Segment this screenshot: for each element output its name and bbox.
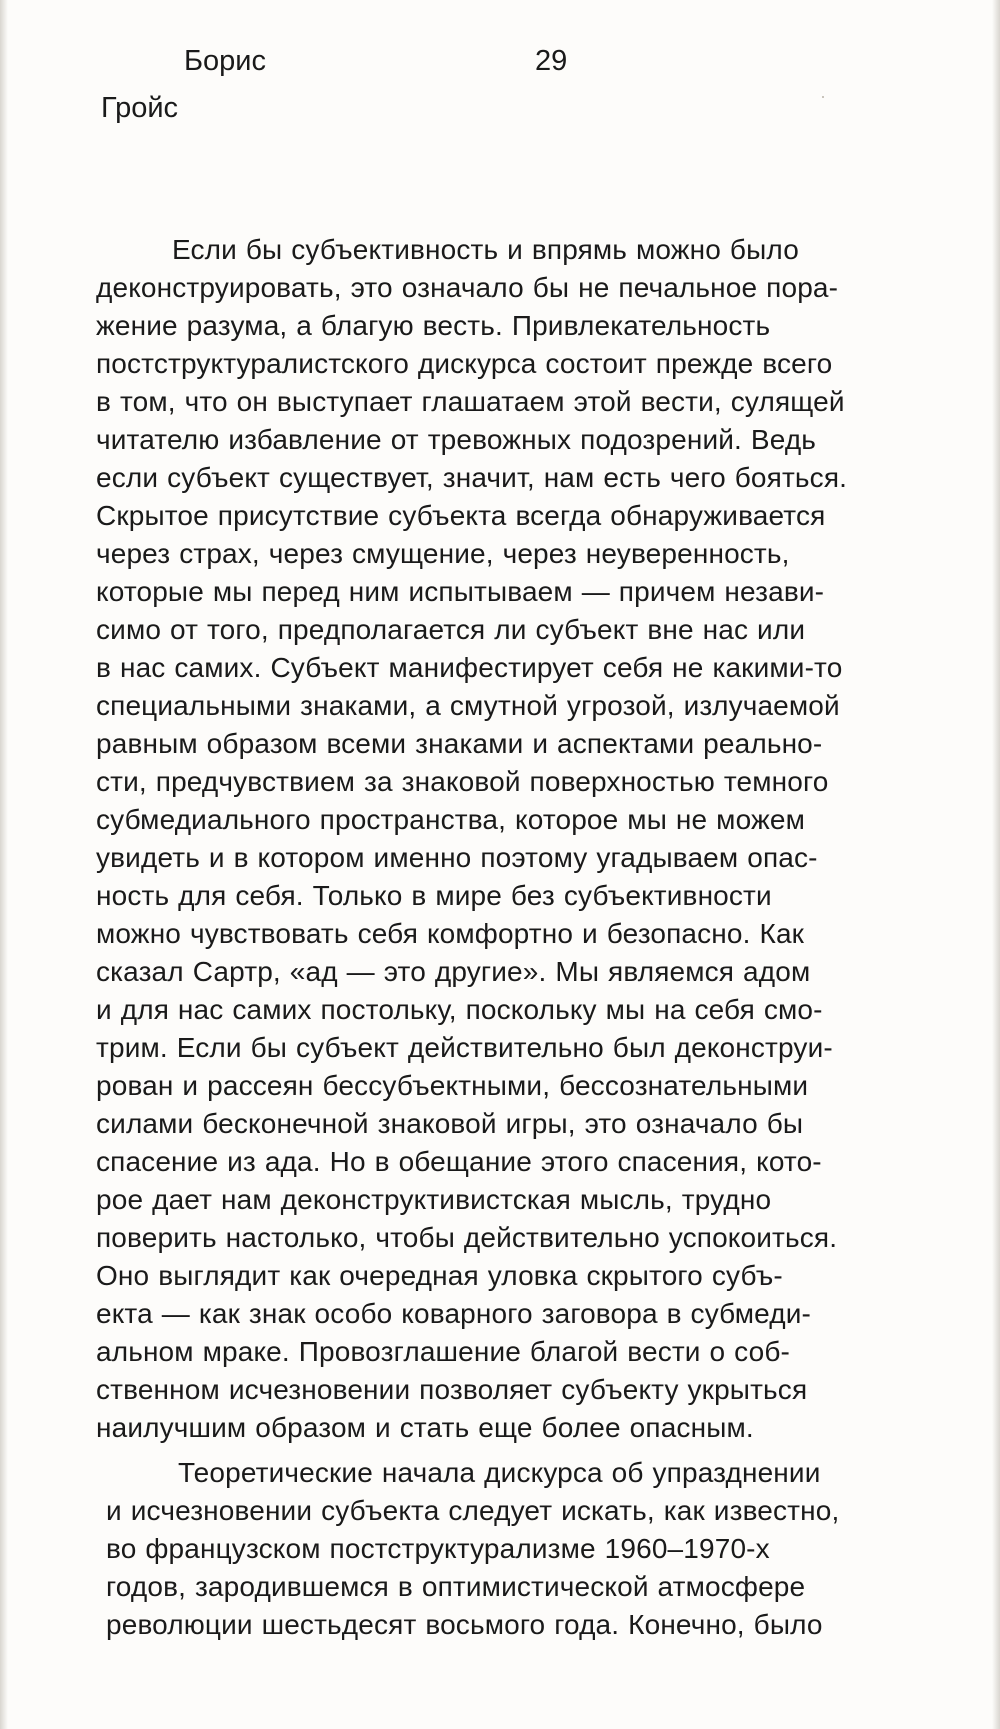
running-head-author xyxy=(101,38,321,132)
text-line: годов, зародившемся в оптимистической атмосфере xyxy=(106,1571,806,1602)
text-line: сти, предчувствием за знаковой поверхностью темного xyxy=(96,766,829,797)
text-line: в нас самих. Субъект манифестирует себя не какими-то xyxy=(96,652,843,683)
text-line: ность для себя. Только в мире без субъективности xyxy=(96,880,772,911)
text-line: через страх, через смущение, через неуверенность, xyxy=(96,538,790,569)
paper-speck xyxy=(822,96,824,98)
text-line: и исчезновении субъекта следует искать, как известно, xyxy=(106,1495,840,1526)
text-line: ственном исчезновении позволяет субъекту укрыться xyxy=(96,1374,808,1405)
text-line: постструктуралистского дискурса состоит прежде всего xyxy=(96,348,833,379)
text-line: рое дает нам деконструктивистская мысль, трудно xyxy=(96,1184,772,1215)
text-line: субмедиального пространства, которое мы не можем xyxy=(96,804,805,835)
text-line: если субъект существует, значит, нам есть чего бояться. xyxy=(96,462,848,493)
text-line: в том, что он выступает глашатаем этой вести, сулящей xyxy=(96,386,845,417)
text-line: поверить настолько, чтобы действительно успокоиться. xyxy=(96,1222,838,1253)
text-line: специальными знаками, а смутной угрозой, излучаемой xyxy=(96,690,840,721)
text-line: альном мраке. Провозглашение благой вести о соб- xyxy=(96,1336,791,1367)
text-line: трим. Если бы субъект действительно был деконструи- xyxy=(96,1032,833,1063)
text-line: которые мы перед ним испытываем — причем незави- xyxy=(96,576,825,607)
text-line: революции шестьдесят восьмого года. Конечно, было xyxy=(106,1609,823,1640)
text-line: Теоретические начала дискурса об упразднении xyxy=(178,1457,821,1488)
page-edge-right xyxy=(992,0,1000,1729)
body-text xyxy=(96,231,926,1644)
text-line: можно чувствовать себя комфортно и безопасно. Как xyxy=(96,918,805,949)
text-line: и для нас самих постольку, поскольку мы на себя смо- xyxy=(96,994,823,1025)
page-number: 29 xyxy=(535,45,568,77)
page-edge-left xyxy=(0,0,8,1729)
text-line: во французском постструктурализме 1960–1970-х xyxy=(106,1533,770,1564)
text-line: рован и рассеян бессубъектными, бессознательными xyxy=(96,1070,809,1101)
text-line: сказал Сартр, «ад — это другие». Мы являемся адом xyxy=(96,956,811,987)
text-line: увидеть и в котором именно поэтому угадываем опас- xyxy=(96,842,818,873)
paragraph-gap xyxy=(96,1447,926,1454)
text-line: наилучшим образом и стать еще более опасным. xyxy=(96,1412,754,1443)
author-last-name: Гройс xyxy=(101,92,179,124)
text-line: жение разума, а благую весть. Привлекательность xyxy=(96,310,771,341)
text-line: спасение из ада. Но в обещание этого спасения, кото- xyxy=(96,1146,822,1177)
text-line: екта — как знак особо коварного заговора в субмеди- xyxy=(96,1298,812,1329)
text-line: симо от того, предполагается ли субъект вне нас или xyxy=(96,614,806,645)
text-line: деконструировать, это означало бы не печальное пора- xyxy=(96,272,839,303)
text-line: Если бы субъективность и впрямь можно было xyxy=(172,234,799,265)
text-line: Скрытое присутствие субъекта всегда обнаруживается xyxy=(96,500,826,531)
text-line: читателю избавление от тревожных подозрений. Ведь xyxy=(96,424,817,455)
text-line: равным образом всеми знаками и аспектами реально- xyxy=(96,728,823,759)
author-first-name: Борис xyxy=(184,45,266,77)
text-line: силами бесконечной знаковой игры, это означало бы xyxy=(96,1108,804,1139)
text-line: Оно выглядит как очередная уловка скрытого субъ- xyxy=(96,1260,783,1291)
